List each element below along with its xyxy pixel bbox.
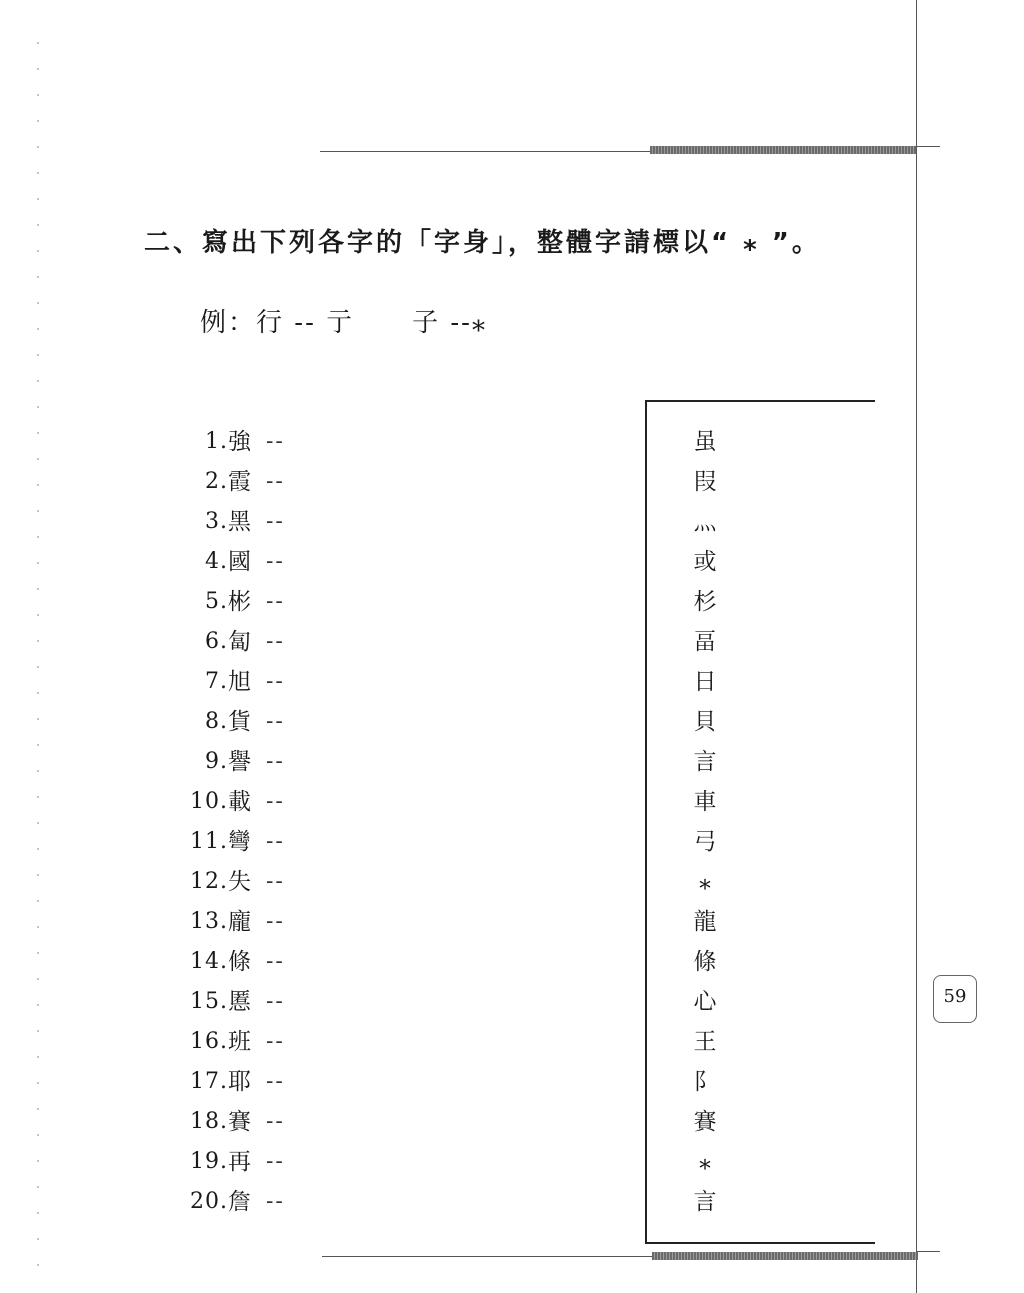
example-line	[200, 302, 487, 339]
answer-item: ⁎	[699, 1149, 711, 1175]
list-item	[170, 742, 285, 782]
list-item	[170, 582, 285, 622]
item-number: 3.	[205, 509, 228, 534]
item-dash: --	[266, 749, 285, 774]
item-dash: --	[266, 629, 285, 654]
item-number: 1.	[205, 429, 228, 454]
answer-item: 弓	[693, 829, 717, 855]
answer-item: ⁎	[699, 869, 711, 895]
list-item	[170, 1062, 285, 1102]
item-dash: --	[266, 589, 285, 614]
item-number: 20.	[190, 1189, 228, 1214]
item-character: 彎	[228, 829, 251, 855]
item-number: 10.	[190, 789, 228, 814]
answer-item: 叚	[693, 469, 717, 495]
list-item	[170, 782, 285, 822]
list-item	[170, 902, 285, 942]
item-dash: --	[266, 709, 285, 734]
item-dash: --	[266, 869, 285, 894]
example-item-1: 行 -- 亍	[256, 308, 355, 338]
item-number: 11.	[190, 829, 228, 854]
list-item	[170, 822, 285, 862]
answer-item: 龍	[693, 909, 717, 935]
list-item	[170, 862, 285, 902]
answer-item: 言	[693, 1189, 717, 1215]
item-character: 黑	[228, 509, 251, 535]
item-character: 載	[228, 789, 251, 815]
answer-item: 或	[693, 549, 717, 575]
list-item	[170, 502, 285, 542]
item-character: 國	[228, 549, 251, 575]
item-dash: --	[266, 1069, 285, 1094]
item-number: 18.	[190, 1109, 228, 1134]
item-character: 賽	[228, 1109, 251, 1135]
item-dash: --	[266, 469, 285, 494]
item-character: 詹	[228, 1189, 251, 1215]
exercise-heading: 二、寫出下列各字的「字身」，整體字請標以“ ⁎ ”。	[144, 228, 821, 258]
answer-item: 王	[693, 1029, 717, 1055]
item-dash: --	[266, 1029, 285, 1054]
margin-dots	[36, 30, 40, 1280]
bottom-rule-thick	[652, 1252, 918, 1260]
list-item	[170, 1142, 285, 1182]
answer-item: 貝	[693, 709, 717, 735]
item-number: 12.	[190, 869, 228, 894]
item-number: 9.	[205, 749, 228, 774]
list-item	[170, 422, 285, 462]
item-character: 匐	[228, 629, 251, 655]
answer-item: 日	[693, 669, 717, 695]
list-item	[170, 942, 285, 982]
item-number: 6.	[205, 629, 228, 654]
answer-item: 心	[693, 989, 717, 1015]
page-edge-line	[916, 0, 917, 1293]
answer-item: 言	[693, 749, 717, 775]
item-character: 班	[228, 1029, 251, 1055]
item-dash: --	[266, 549, 285, 574]
list-item	[170, 1022, 285, 1062]
top-rule-thick	[650, 146, 916, 154]
item-character: 貨	[228, 709, 251, 735]
item-dash: --	[266, 1149, 285, 1174]
list-item	[170, 702, 285, 742]
question-list	[170, 422, 285, 1222]
item-number: 2.	[205, 469, 228, 494]
item-dash: --	[266, 829, 285, 854]
item-character: 龐	[228, 909, 251, 935]
item-character: 慝	[228, 989, 251, 1015]
item-dash: --	[266, 429, 285, 454]
item-number: 4.	[205, 549, 228, 574]
page-number-tab: 59	[933, 975, 977, 1023]
answer-item: 賽	[693, 1109, 717, 1135]
item-character: 耶	[228, 1069, 251, 1095]
item-character: 彬	[228, 589, 251, 615]
item-character: 霞	[228, 469, 251, 495]
list-item	[170, 1102, 285, 1142]
item-dash: --	[266, 509, 285, 534]
answer-item: 虽	[693, 429, 717, 455]
item-dash: --	[266, 949, 285, 974]
item-dash: --	[266, 669, 285, 694]
bottom-rule-tail	[916, 1251, 940, 1252]
item-dash: --	[266, 909, 285, 934]
item-number: 15.	[190, 989, 228, 1014]
item-character: 譽	[228, 749, 251, 775]
item-character: 再	[228, 1149, 251, 1175]
item-number: 16.	[190, 1029, 228, 1054]
item-character: 旭	[228, 669, 251, 695]
list-item	[170, 1182, 285, 1222]
item-number: 5.	[205, 589, 228, 614]
item-character: 條	[228, 949, 251, 975]
item-character: 強	[228, 429, 251, 455]
list-item	[170, 982, 285, 1022]
answer-item: 阝	[693, 1069, 717, 1095]
top-rule-tail	[916, 146, 940, 147]
answer-item: 灬	[693, 509, 717, 535]
top-rule-thin	[320, 151, 650, 152]
list-item	[170, 622, 285, 662]
list-item	[170, 462, 285, 502]
item-number: 7.	[205, 669, 228, 694]
item-number: 17.	[190, 1069, 228, 1094]
item-dash: --	[266, 1109, 285, 1134]
item-number: 14.	[190, 949, 228, 974]
example-label: 例：	[200, 308, 257, 338]
list-item	[170, 542, 285, 582]
item-dash: --	[266, 1189, 285, 1214]
example-item-2: 子 --⁎	[412, 308, 487, 338]
item-number: 19.	[190, 1149, 228, 1174]
item-character: 失	[228, 869, 251, 895]
answer-item: 杉	[693, 589, 717, 615]
item-number: 13.	[190, 909, 228, 934]
bottom-rule-thin	[322, 1256, 652, 1257]
answer-item: 畐	[693, 629, 717, 655]
item-number: 8.	[205, 709, 228, 734]
answer-item: 車	[693, 789, 717, 815]
answer-item: 條	[693, 949, 717, 975]
answer-list	[680, 422, 730, 1222]
item-dash: --	[266, 789, 285, 814]
item-dash: --	[266, 989, 285, 1014]
list-item	[170, 662, 285, 702]
